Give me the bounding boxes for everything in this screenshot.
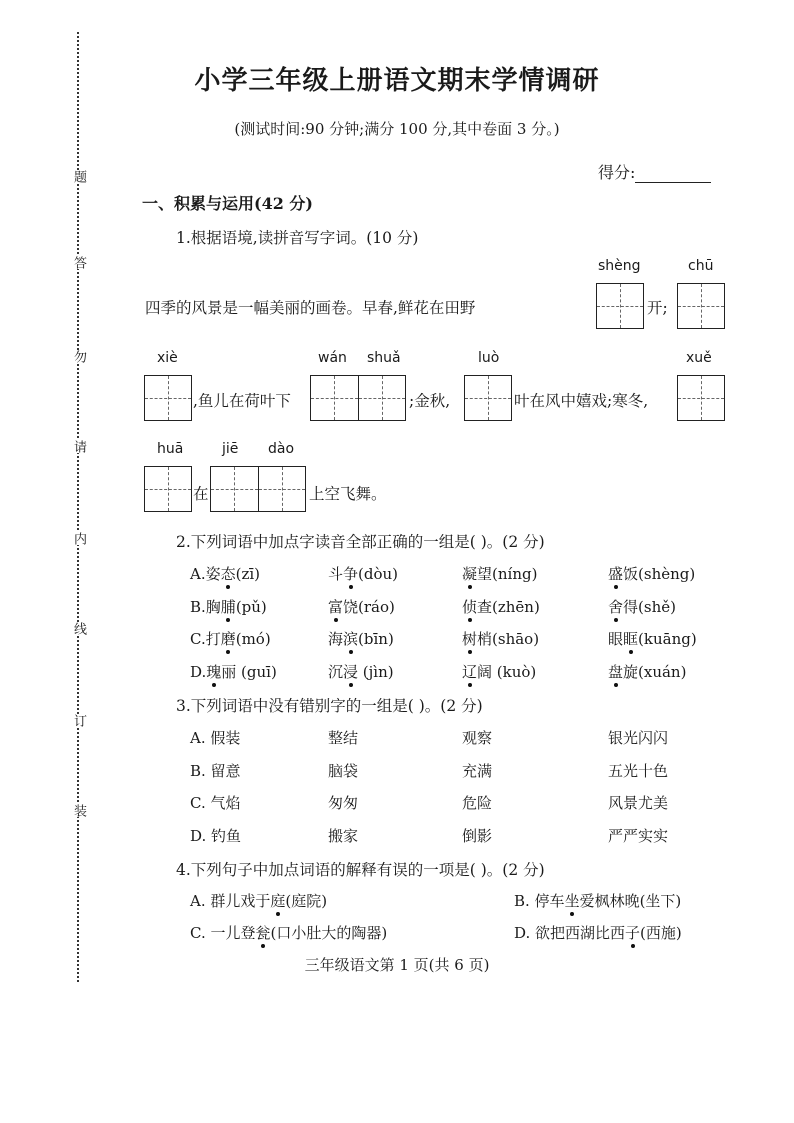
binding-label: 答 xyxy=(71,256,86,269)
answer-box[interactable] xyxy=(677,375,725,421)
score-label: 得分: xyxy=(598,163,636,182)
q1-text: 在 xyxy=(193,485,209,503)
dotted-char: 树 xyxy=(462,630,478,648)
pinyin: chū xyxy=(688,258,714,274)
answer-box[interactable] xyxy=(144,375,192,421)
dotted-char: 辽 xyxy=(462,663,478,681)
q3-option-word: 风景尤美 xyxy=(608,794,669,812)
pinyin: shèng xyxy=(598,258,641,274)
q3-option-word: 匆匆 xyxy=(328,794,359,812)
dotted-char: 眶 xyxy=(623,630,639,648)
q2-option-word: 侦查(zhēn) xyxy=(462,598,540,616)
pinyin: wán xyxy=(318,350,347,366)
q2-option-word: 凝望(níng) xyxy=(462,565,538,583)
q3-option-word: D. 钓鱼 xyxy=(190,827,242,845)
q1-text: 上空飞舞。 xyxy=(309,485,387,503)
q3-option-word: 危险 xyxy=(462,794,493,812)
answer-box[interactable] xyxy=(210,466,306,512)
dotted-char: 瓮 xyxy=(255,924,271,942)
dotted-char: 舍 xyxy=(608,598,624,616)
q4-option: D. 欲把西湖比西子(西施) xyxy=(514,924,682,942)
question-4-stem: 4.下列句子中加点词语的解释有误的一项是( )。(2 分) xyxy=(176,861,545,879)
answer-box[interactable] xyxy=(677,283,725,329)
q2-option-word: 舍得(shě) xyxy=(608,598,676,616)
score-field[interactable] xyxy=(598,160,711,183)
dotted-char: 浸 xyxy=(343,663,359,681)
binding-label: 装 xyxy=(71,804,86,817)
q3-option-word: 严严实实 xyxy=(608,827,669,845)
binding-label: 勿 xyxy=(71,350,86,363)
q3-option-word: 脑袋 xyxy=(328,762,359,780)
dotted-char: 富 xyxy=(328,598,344,616)
dotted-char: 盘 xyxy=(608,663,624,681)
binding-label: 题 xyxy=(71,170,86,183)
q3-option-word: B. 留意 xyxy=(190,762,241,780)
pinyin: shuǎ xyxy=(367,350,401,366)
q3-option-word: 五光十色 xyxy=(608,762,669,780)
answer-box[interactable] xyxy=(144,466,192,512)
q2-option-word: D.瑰丽 (guī) xyxy=(190,663,277,681)
answer-box[interactable] xyxy=(464,375,512,421)
q3-option-word: C. 气焰 xyxy=(190,794,241,812)
q3-option-word: 银光闪闪 xyxy=(608,729,669,747)
pinyin: xiè xyxy=(157,350,178,366)
dotted-char: 瑰 xyxy=(206,663,222,681)
q1-text: 四季的风景是一幅美丽的画卷。早春,鲜花在田野 xyxy=(145,299,476,317)
dotted-char: 庭 xyxy=(270,892,286,910)
q2-option-word: 斗争(dòu) xyxy=(328,565,399,583)
q2-option-word: 辽阔 (kuò) xyxy=(462,663,537,681)
dotted-char: 磨 xyxy=(220,630,236,648)
pinyin: xuě xyxy=(686,350,712,366)
pinyin: huā xyxy=(157,441,184,457)
dotted-char: 滨 xyxy=(343,630,359,648)
q3-option-word: 整结 xyxy=(328,729,359,747)
score-blank[interactable] xyxy=(635,168,711,183)
q3-option-word: 观察 xyxy=(462,729,493,747)
question-2-stem: 2.下列词语中加点字读音全部正确的一组是( )。(2 分) xyxy=(176,533,545,551)
answer-box[interactable] xyxy=(596,283,644,329)
q1-text: 开; xyxy=(647,299,668,317)
dotted-char: 争 xyxy=(343,565,359,583)
q3-option-word: 搬家 xyxy=(328,827,359,845)
pinyin: luò xyxy=(478,350,500,366)
answer-box[interactable] xyxy=(310,375,406,421)
page-title: 小学三年级上册语文期末学情调研 xyxy=(194,66,600,96)
q4-option: C. 一儿登瓮(口小肚大的陶器) xyxy=(190,924,388,942)
q2-option-word: 盛饭(shèng) xyxy=(608,565,696,583)
exam-info: (测试时间:90 分钟;满分 100 分,其中卷面 3 分。) xyxy=(234,120,560,138)
dotted-char: 脯 xyxy=(220,598,236,616)
q4-option: B. 停车坐爱枫林晚(坐下) xyxy=(514,892,682,910)
q2-option-word: 海滨(bīn) xyxy=(328,630,394,648)
q1-text: ;金秋, xyxy=(409,392,451,410)
q2-option-word: B.胸脯(pǔ) xyxy=(190,598,267,616)
binding-label: 订 xyxy=(71,714,86,727)
q3-option-word: 充满 xyxy=(462,762,493,780)
question-3-stem: 3.下列词语中没有错别字的一组是( )。(2 分) xyxy=(176,697,483,715)
q2-option-word: A.姿态(zī) xyxy=(190,565,261,583)
q1-text: 叶在风中嬉戏;寒冬, xyxy=(514,392,649,410)
q1-text: ,鱼儿在荷叶下 xyxy=(193,392,291,410)
q2-option-word: 盘旋(xuán) xyxy=(608,663,687,681)
dotted-char: 凝 xyxy=(462,565,478,583)
q2-option-word: 沉浸 (jìn) xyxy=(328,663,394,681)
dotted-char: 侦 xyxy=(462,598,478,616)
q3-option-word: A. 假装 xyxy=(190,729,241,747)
pinyin: jiē xyxy=(222,441,239,457)
dotted-char: 坐 xyxy=(564,892,580,910)
dotted-char: 子 xyxy=(625,924,641,942)
q3-option-word: 倒影 xyxy=(462,827,493,845)
section-heading: 一、积累与运用(42 分) xyxy=(142,194,313,213)
q2-option-word: C.打磨(mó) xyxy=(190,630,271,648)
pinyin: dào xyxy=(268,441,295,457)
binding-label: 线 xyxy=(71,622,86,635)
page-footer: 三年级语文第 1 页(共 6 页) xyxy=(304,956,490,974)
dotted-char: 盛 xyxy=(608,565,624,583)
question-1-stem: 1.根据语境,读拼音写字词。(10 分) xyxy=(176,229,419,247)
binding-label: 请 xyxy=(71,440,86,453)
q2-option-word: 树梢(shāo) xyxy=(462,630,540,648)
binding-label: 内 xyxy=(71,532,86,545)
q4-option: A. 群儿戏于庭(庭院) xyxy=(190,892,328,910)
dotted-char: 态 xyxy=(220,565,236,583)
q2-option-word: 富饶(ráo) xyxy=(328,598,395,616)
q2-option-word: 眼眶(kuāng) xyxy=(608,630,697,648)
